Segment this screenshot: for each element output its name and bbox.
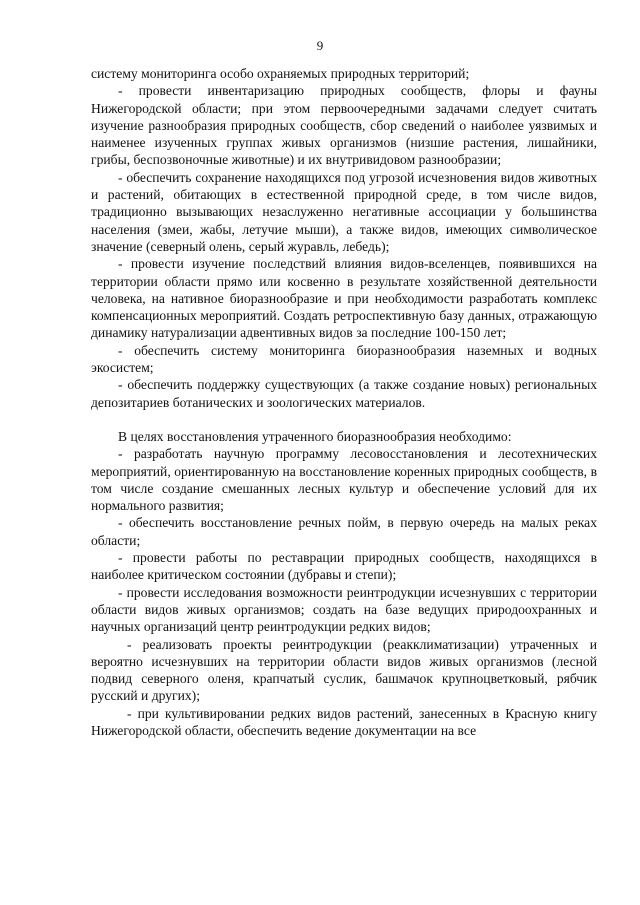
paragraph-cultivation: - при культивировании редких видов растений, занесенных в Красную книгу Нижегородской области, обеспечить ведение документации на все [91, 705, 597, 738]
paragraph-floodplains: - обеспечить восстановление речных пойм, в первую очередь на малых реках области; [91, 515, 597, 548]
paragraph-reintroduction-projects: - реализовать проекты реинтродукции (реакклиматизации) утраченных и вероятно исчезнувших на территории области видов живых организмов (лесной подвид северного оленя, крапчатый суслик, башмачок крупноцветковый, рябчик русский и других); [91, 636, 597, 704]
paragraph-invasive-species: - провести изучение последствий влияния видов-вселенцев, появившихся на территории области прямо или косвенно в результате хозяйственной деятельности человека, на нативное биоразнообразие и при необходимости разработать комплекс компенсационных мероприятий. Создать ретроспективную базу данных, отражающую динамику натурализации адвентивных видов за последние 100-150 лет; [91, 256, 597, 341]
paragraph-continuation: систему мониторинга особо охраняемых природных территорий; [91, 66, 470, 81]
document-body [91, 65, 597, 739]
page-number: 9 [316, 38, 324, 53]
paragraph-inventory: - провести инвентаризацию природных сообществ, флоры и фауны Нижегородской области; при этом первоочередными задачами следует считать изучение разнообразия природных сообществ, сбор сведений о наиболее уязвимых и наименее изученных группах живых организмов (низшие растения, лишайники, грибы, беспозвоночные животные) и их внутривидовом разнообразии; [91, 83, 597, 168]
paragraph-reintroduction-research: - провести исследования возможности реинтродукции исчезнувших с территории области видов живых организмов; создать на базе ведущих природоохранных и научных организаций центр реинтродукции редких видов; [91, 584, 597, 635]
section-intro: В целях восстановления утраченного биоразнообразия необходимо: [118, 428, 512, 444]
paragraph-endangered-species: - обеспечить сохранение находящихся под угрозой исчезновения видов животных и растений, обитающих в естественной природной среде, в том числе видов, традиционно вызывающих незаслуженно негативные ассоциации у большинства населения (змеи, жабы, летучие мыши), а также видов, имеющих символическое значение (северный олень, серый журавль, лебедь); [91, 169, 597, 254]
paragraph-depositories: - обеспечить поддержку существующих (а также создание новых) региональных депозитариев ботанических и зоологических материалов. [91, 377, 597, 410]
paragraph-monitoring: - обеспечить систему мониторинга биоразнообразия наземных и водных экосистем; [91, 342, 597, 376]
paragraph-restoration: - провести работы по реставрации природных сообществ, находящихся в наиболее критическом состоянии (дубравы и степи); [91, 550, 597, 583]
section-spacer [91, 411, 597, 428]
paragraph-reforestation: - разработать научную программу лесовосстановления и лесотехнических мероприятий, ориентированную на восстановление коренных природных сообществ, в том числе создание смешанных лесных культур и обеспечение условий для их нормального развития; [91, 446, 597, 514]
